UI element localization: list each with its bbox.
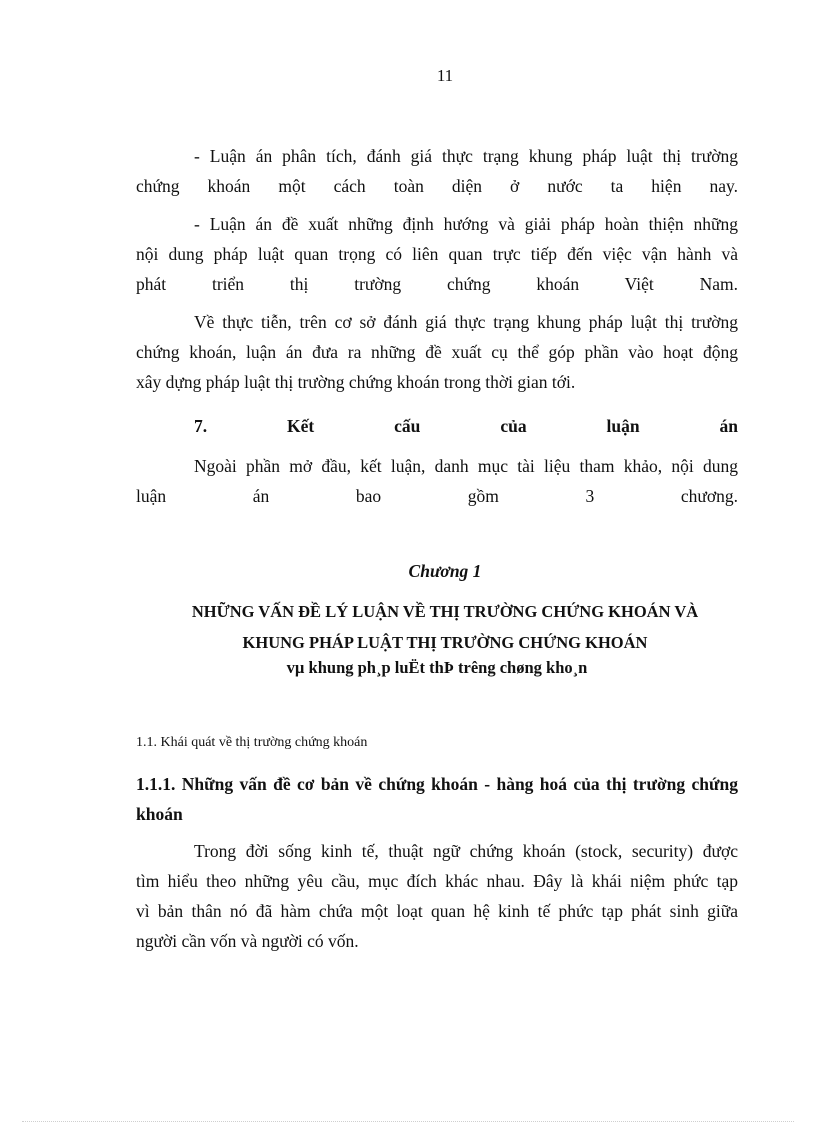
paragraph-line: phát triển thị trường chứng khoán Việt Nam. (136, 274, 738, 294)
paragraph-line: nội dung pháp luật quan trọng có liên quan trực tiếp đến việc vận hành và (136, 244, 738, 264)
page-bottom-divider (22, 1121, 794, 1122)
paragraph-line: chứng khoán, luận án đưa ra những đề xuất cụ thể góp phần vào hoạt động (136, 342, 738, 362)
paragraph-structure (136, 451, 738, 511)
paragraph-securities (136, 836, 738, 956)
chapter-title (100, 596, 790, 658)
paragraph-line: xây dựng pháp luật thị trường chứng khoán trong thời gian tới. (136, 372, 576, 392)
paragraph-line: luận án bao gồm 3 chương. (136, 486, 738, 506)
chapter-title-line: KHUNG PHÁP LUẬT THỊ TRƯỜNG CHỨNG KHOÁN (242, 633, 648, 652)
chapter-garbled-line: vµ khung ph¸p luËt thÞ trêng chøng kho¸n (286, 658, 588, 677)
page-number: 11 (436, 66, 454, 85)
chapter-title-line: NHỮNG VẤN ĐỀ LÝ LUẬN VỀ THỊ TRƯỜNG CHỨNG KHOÁN VÀ (191, 602, 699, 621)
paragraph-line: - Luận án đề xuất những định hướng và giải pháp hoàn thiện những (194, 214, 738, 234)
paragraph-line: Về thực tiễn, trên cơ sở đánh giá thực trạng khung pháp luật thị trường (194, 312, 738, 332)
paragraph-line: người cần vốn và người có vốn. (136, 931, 359, 951)
paragraph-line: vì bản thân nó đã hàm chứa một loạt quan hệ kinh tế phức tạp phát sinh giữa (136, 901, 738, 921)
paragraph-proposals (136, 209, 738, 299)
section-heading-1-1: 1.1. Khái quát về thị trường chứng khoán (136, 735, 368, 750)
chapter-label: Chương 1 (408, 561, 482, 581)
section-heading-structure: 7. Kết cấu của luận án (194, 416, 738, 436)
paragraph-line: chứng khoán một cách toàn diện ở nước ta hiện nay. (136, 176, 738, 196)
paragraph-line: tìm hiểu theo những yêu cầu, mục đích khác nhau. Đây là khái niệm phức tạp (136, 871, 738, 891)
paragraph-practice (136, 307, 738, 397)
paragraph-analysis (136, 141, 738, 201)
paragraph-line: Trong đời sống kinh tế, thuật ngữ chứng khoán (stock, security) được (194, 841, 738, 861)
paragraph-line: Ngoài phần mở đầu, kết luận, danh mục tài liệu tham khảo, nội dung (194, 456, 738, 476)
section-heading-1-1-1: 1.1.1. Những vấn đề cơ bản về chứng khoán - hàng hoá của thị trường chứng khoán (136, 774, 738, 824)
paragraph-line: - Luận án phân tích, đánh giá thực trạng khung pháp luật thị trường (194, 146, 738, 166)
